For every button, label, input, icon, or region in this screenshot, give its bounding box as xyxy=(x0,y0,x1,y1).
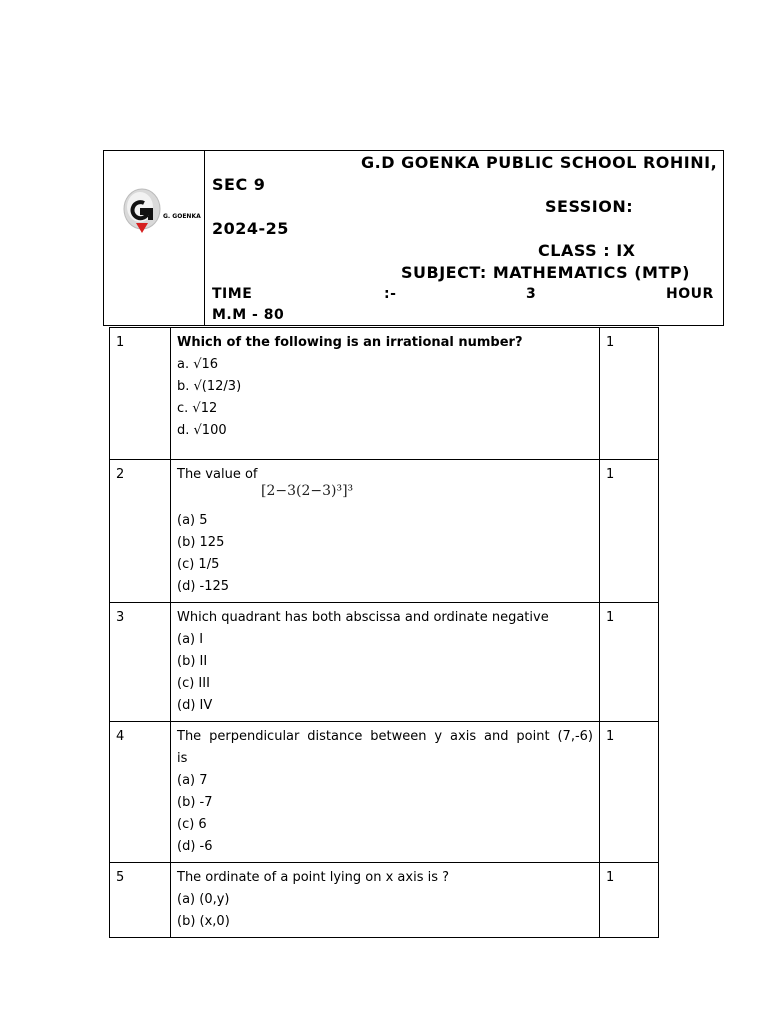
table-row xyxy=(110,460,659,603)
question-marks: 1 xyxy=(600,863,659,938)
question-marks: 1 xyxy=(600,460,659,603)
option-c: c. √12 xyxy=(177,401,218,416)
question-number: 3 xyxy=(110,603,171,722)
question-body xyxy=(171,328,600,460)
option-b: b. √(12/3) xyxy=(177,379,242,394)
option-a: (a) (0,y) xyxy=(177,892,230,907)
option-d: (d) -125 xyxy=(177,579,230,594)
option-b: (b) (x,0) xyxy=(177,914,230,929)
option-d: (d) IV xyxy=(177,698,213,713)
question-marks: 1 xyxy=(600,328,659,460)
school-logo xyxy=(120,183,204,239)
time-unit: HOUR xyxy=(666,286,714,302)
question-text: Which quadrant has both abscissa and ordinate negative xyxy=(177,610,549,625)
question-text: The value of xyxy=(177,467,258,482)
question-marks: 1 xyxy=(600,603,659,722)
logo-cell xyxy=(104,151,205,325)
question-number: 2 xyxy=(110,460,171,603)
question-body xyxy=(171,460,600,603)
school-name: G.D GOENKA PUBLIC SCHOOL ROHINI, xyxy=(361,153,718,172)
question-body xyxy=(171,863,600,938)
logo-emblem-icon xyxy=(120,183,204,239)
question-text: The ordinate of a point lying on x axis is ? xyxy=(177,870,450,885)
question-marks: 1 xyxy=(600,722,659,863)
questions-table xyxy=(109,327,659,938)
math-expression: [2−3(2−3)³]³ xyxy=(261,483,354,499)
table-row xyxy=(110,328,659,460)
option-a: (a) 7 xyxy=(177,773,208,788)
table-row xyxy=(110,863,659,938)
max-marks: M.M - 80 xyxy=(212,307,285,323)
question-body xyxy=(171,722,600,863)
table-row xyxy=(110,603,659,722)
option-b: (b) -7 xyxy=(177,795,213,810)
class-label: CLASS : IX xyxy=(538,241,636,260)
option-c: (c) 6 xyxy=(177,817,207,832)
time-value: 3 xyxy=(526,286,537,302)
time-label: TIME xyxy=(212,286,253,302)
option-a: a. √16 xyxy=(177,357,219,372)
exam-header xyxy=(103,150,724,326)
question-number: 5 xyxy=(110,863,171,938)
sector: SEC 9 xyxy=(212,175,266,194)
question-number: 4 xyxy=(110,722,171,863)
session-value: 2024-25 xyxy=(212,219,289,238)
option-c: (c) III xyxy=(177,676,210,691)
option-c: (c) 1/5 xyxy=(177,557,220,572)
option-d: d. √100 xyxy=(177,423,227,438)
question-text: Which of the following is an irrational number? xyxy=(177,335,523,350)
session-label: SESSION: xyxy=(545,197,634,216)
option-b: (b) 125 xyxy=(177,535,225,550)
question-text: The perpendicular distance between y axis and point (7,-6) xyxy=(177,729,593,744)
table-row xyxy=(110,722,659,863)
question-number: 1 xyxy=(110,328,171,460)
option-a: (a) 5 xyxy=(177,513,208,528)
subject-label: SUBJECT: MATHEMATICS (MTP) xyxy=(401,263,690,282)
question-body xyxy=(171,603,600,722)
option-a: (a) I xyxy=(177,632,204,647)
question-text-continued: is xyxy=(177,751,188,766)
option-d: (d) -6 xyxy=(177,839,213,854)
logo-text: G. GOENKA xyxy=(163,213,201,220)
option-b: (b) II xyxy=(177,654,208,669)
time-separator: :- xyxy=(384,286,397,302)
